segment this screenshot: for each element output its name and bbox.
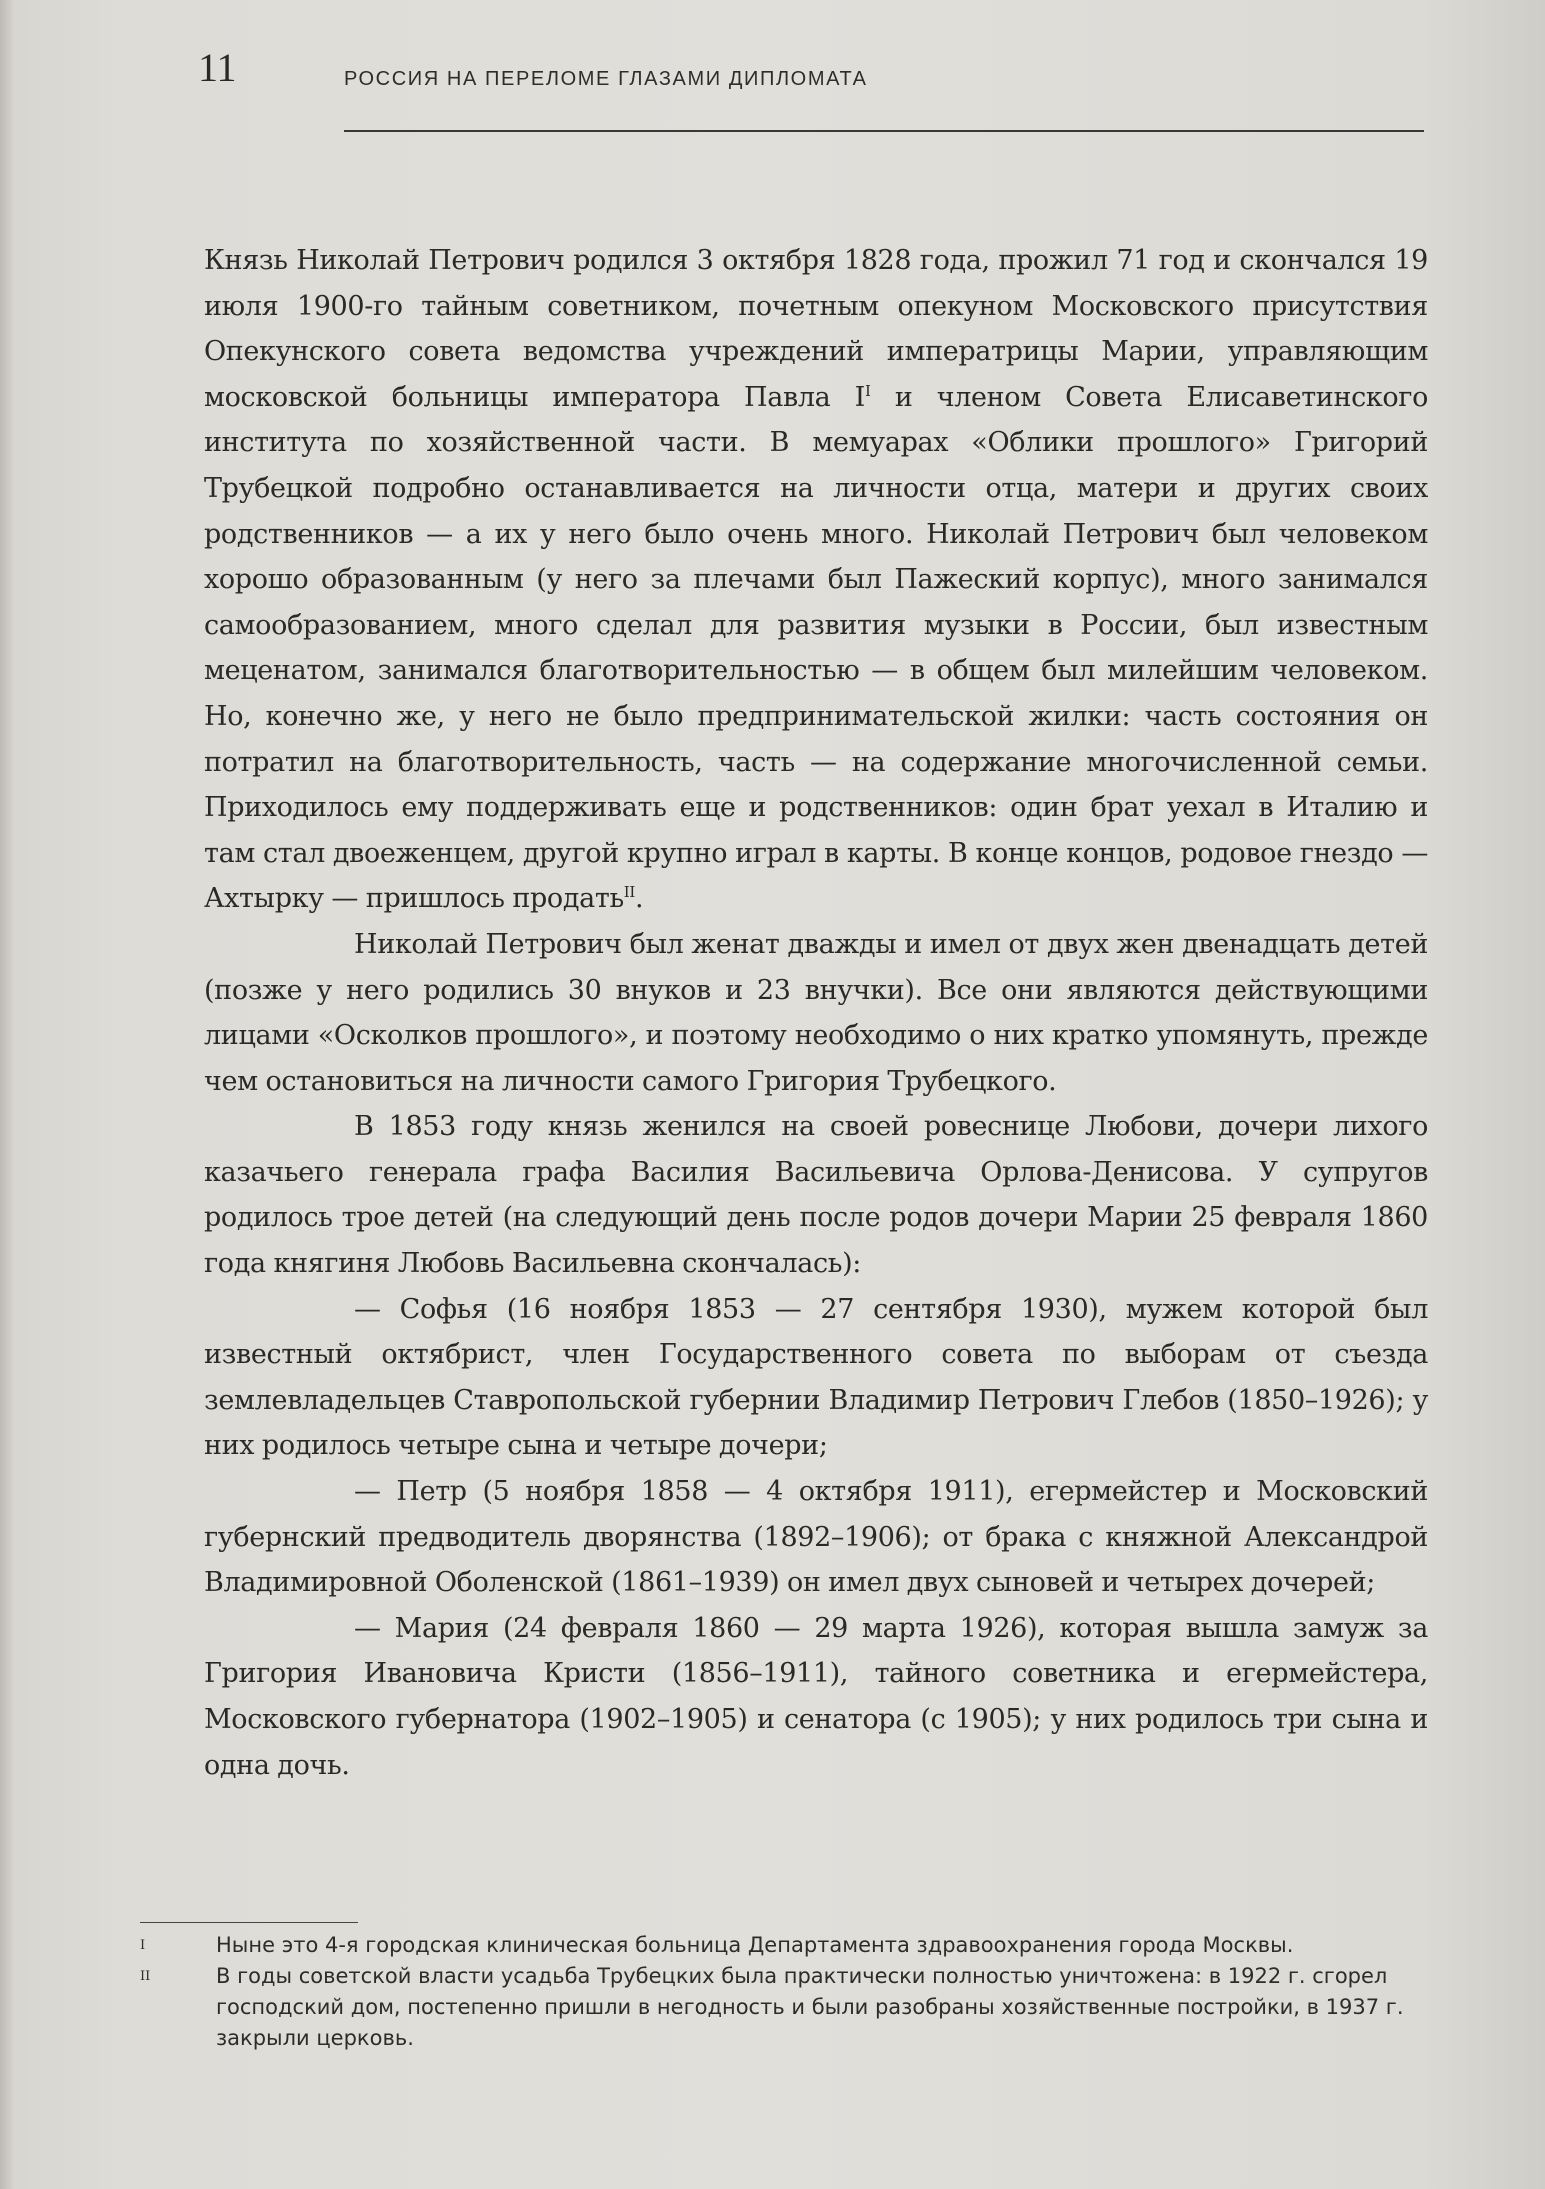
paragraph-3: В 1853 году князь женился на своей ровеснице Любови, дочери лихого казачьего генерала графа Василия Васильевича Орлова-Денисова. У супругов родилось трое детей (на следующий день после родов дочери Марии 25 февраля 1860 года княгиня Любовь Васильевна скончалась): (204, 1111, 1428, 1280)
paragraph-1-part-c: . (634, 883, 644, 915)
paragraph-2: Николай Петрович был женат дважды и имел от двух жен двенадцать детей (позже у него родились 30 внуков и 23 внучки). Все они являются действующими лицами «Осколков прошлого», и поэтому необходимо о них кратко упомянуть, прежде чем остановиться на личности самого Григория Трубецкого. (204, 928, 1428, 1097)
page-header (198, 44, 1428, 134)
list-item-sofya: — Софья (16 ноября 1853 — 27 сентября 1930), мужем которой был известный октябрист, член Государственного совета по выборам от съезда землевладельцев Ставропольской губернии Владимир Петрович Глебов (1850–1926); у них родилось четыре сына и четыре дочери; (204, 1293, 1428, 1462)
footnote-separator (140, 1922, 358, 1923)
page-number: 11 (198, 45, 237, 90)
footnote-ref-2: II (623, 883, 635, 902)
list-item-petr: — Петр (5 ноября 1858 — 4 октября 1911), егермейстер и Московский губернский предводитель дворянства (1892–1906); от брака с княжной Александрой Владимировной Оболенской (1861–1939) он имел двух сыновей и четырех дочерей; (204, 1476, 1428, 1599)
footnote-1-text: Ныне это 4-я городская клиническая больница Департамента здравоохранения города Москвы. (216, 1933, 1294, 1957)
page-gutter (0, 0, 14, 2189)
footnote-1 (140, 1930, 1428, 1961)
header-rule (344, 130, 1424, 132)
footnote-ref-1: I (864, 381, 871, 400)
running-title: РОССИЯ НА ПЕРЕЛОМЕ ГЛАЗАМИ ДИПЛОМАТА (344, 68, 868, 90)
list-item-mariya: — Мария (24 февраля 1860 — 29 марта 1926), которая вышла замуж за Григория Ивановича Кристи (1856–1911), тайного советника и егермейстера, Московского губернатора (1902–1905) и сенатора (с 1905); у них родилось три сына и одна дочь. (204, 1612, 1428, 1781)
footnote-2-marker: II (140, 1969, 151, 1984)
paragraph-1-part-a: Князь Николай Петрович родился 3 октября 1828 года, прожил 71 год и скончался 19 июля 1900-го тайным советником, почетным опекуном Московского присутствия Опекунского совета ведомства учреждений императрицы Марии, управляющим московской больницы императора Павла I (204, 245, 1428, 413)
paragraph-1 (204, 238, 1428, 922)
footnote-2 (140, 1961, 1428, 2054)
footnote-2-text: В годы советской власти усадьба Трубецких была практически полностью уничтожена: в 1922 г. сгорел господский дом, постепенно пришли в негодность и были разобраны хозяйственные постройки, в 1937 г. закрыли церковь. (216, 1964, 1404, 2050)
body-text (204, 238, 1428, 1788)
footnotes (140, 1930, 1428, 2054)
footnote-1-marker: I (140, 1938, 146, 1953)
paragraph-1-part-b: и членом Совета Елисаветинского института по хозяйственной части. В мемуарах «Облики прошлого» Григорий Трубецкой подробно останавливается на личности отца, матери и других своих родственников — а их у него было очень много. Николай Петрович был человеком хорошо образованным (у него за плечами был Пажеский корпус), много занимался самообразованием, много сделал для развития музыки в России, был известным меценатом, занимался благотворительностью — в общем был милейшим человеком. Но, конечно же, у него не было предпринимательской жилки: часть состояния он потратил на благотворительность, часть — на содержание многочисленной семьи. Приходилось ему поддерживать еще и родственников: один брат уехал в Италию и там стал двоеженцем, другой крупно играл в карты. В конце концов, родовое гнездо — Ахтырку — пришлось продать (204, 381, 1428, 915)
